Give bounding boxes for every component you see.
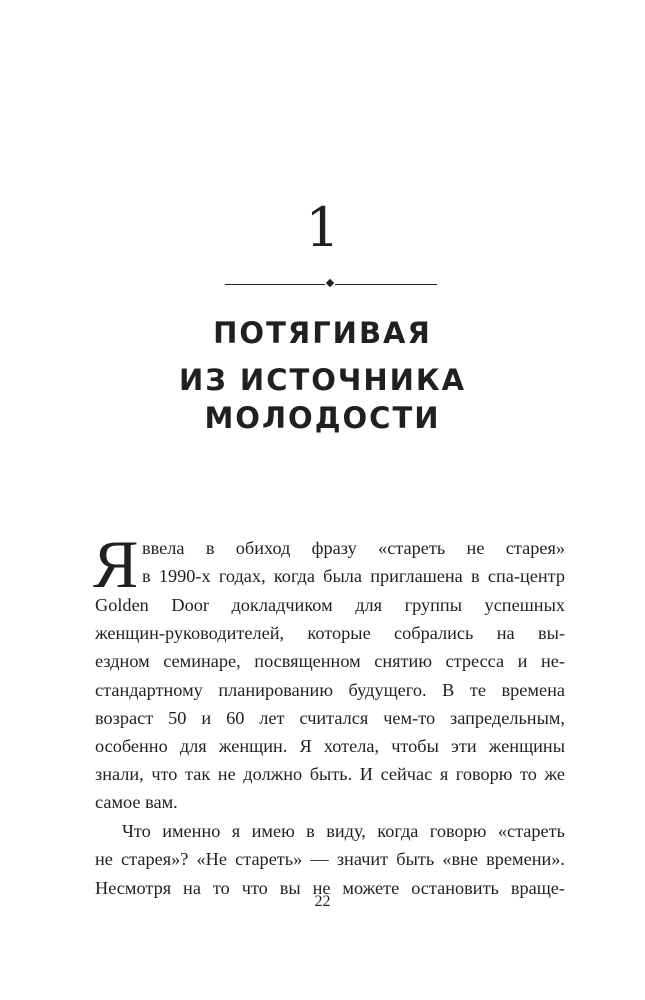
chapter-title-line-3: МОЛОДОСТИ bbox=[204, 401, 441, 435]
text-line: в 1990-х годах, когда была приглашена в спа-центр bbox=[142, 566, 565, 586]
chapter-number: 1 bbox=[305, 196, 340, 259]
text-line: Что именно я имею в виду, когда говорю «стареть bbox=[122, 821, 565, 841]
text-line: ездном семинаре, посвященном снятию стресса и не- bbox=[95, 651, 565, 671]
text-line: Golden Door докладчиком для группы успешных bbox=[95, 595, 565, 615]
chapter-title-line-2: ИЗ ИСТОЧНИКА bbox=[178, 363, 467, 397]
text-line: самое вам. bbox=[95, 792, 178, 812]
text-line: Несмотря на то что вы не можете остановить враще- bbox=[95, 878, 565, 898]
page-number: 22 bbox=[314, 893, 331, 910]
text-line: женщин-руководителей, которые собрались на вы- bbox=[95, 623, 565, 643]
divider-left bbox=[225, 284, 325, 285]
text-line: возраст 50 и 60 лет считался чем-то запредельным, bbox=[95, 708, 565, 728]
text-line: ввела в обиход фразу «стареть не старея» bbox=[142, 538, 565, 558]
text-line: не старея»? «Не стареть» — значит быть «вне времени». bbox=[95, 849, 565, 869]
text-line: стандартному планированию будущего. В те времена bbox=[95, 680, 565, 700]
text-line: особенно для женщин. Я хотела, чтобы эти женщины bbox=[95, 736, 565, 756]
text-line: знали, что так не должно быть. И сейчас я говорю то же bbox=[95, 764, 565, 784]
chapter-title-line-1: ПОТЯГИВАЯ bbox=[213, 316, 432, 350]
drop-cap: Я bbox=[93, 526, 139, 602]
divider-right bbox=[335, 284, 437, 285]
diamond-ornament-icon bbox=[326, 279, 334, 287]
